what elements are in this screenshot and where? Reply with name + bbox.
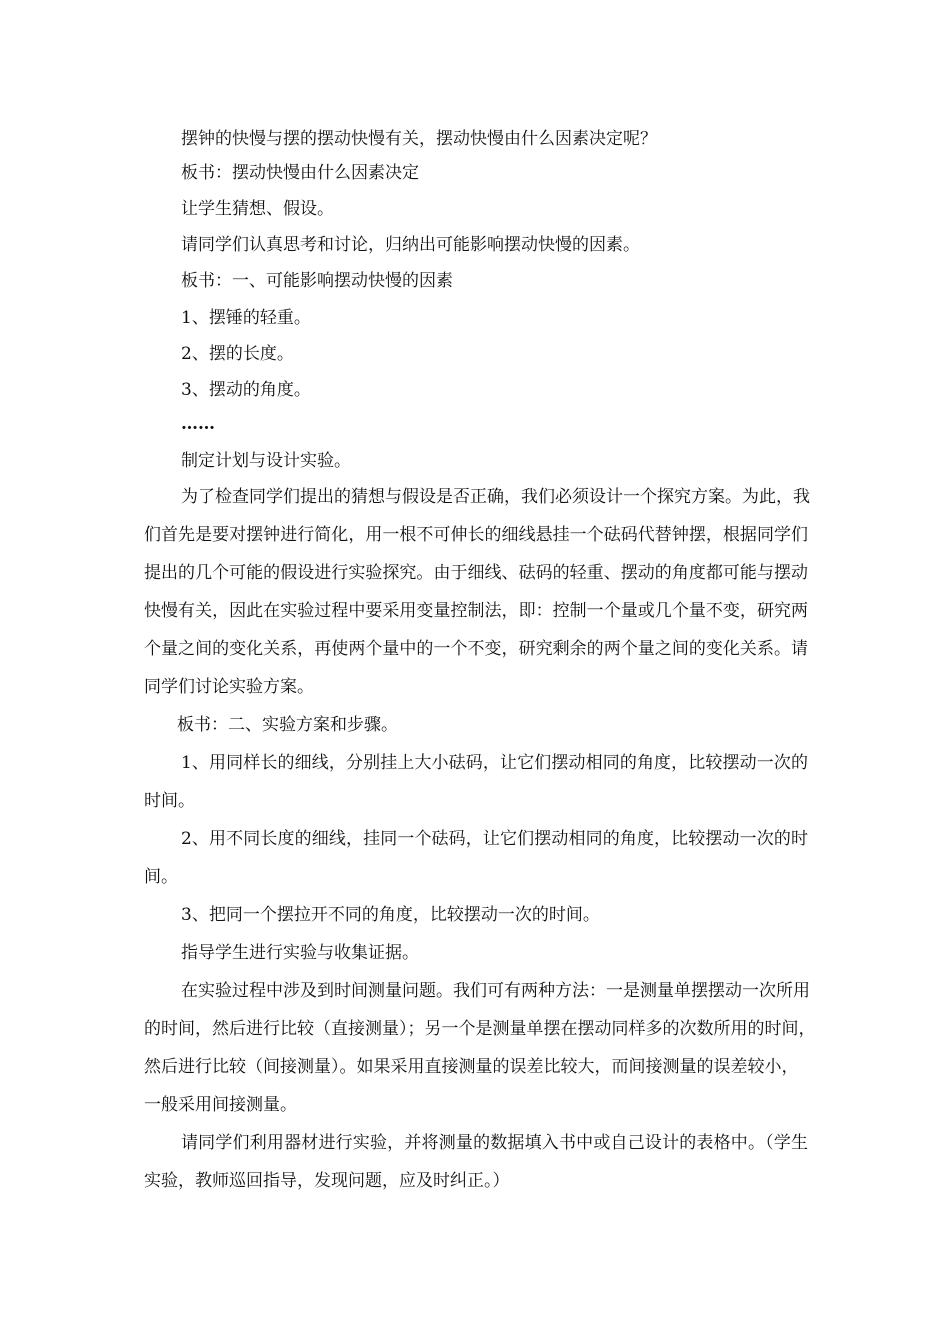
paragraph-line: 让学生猜想、假设。: [181, 199, 334, 219]
paragraph-line: 在实验过程中涉及到时间测量问题。我们可有两种方法：一是测量单摆摆动一次所用: [181, 981, 810, 1001]
list-item-continuation: 时间。: [144, 791, 195, 811]
paragraph-line: 为了检查同学们提出的猜想与假设是否正确，我们必须设计一个探究方案。为此，我: [181, 487, 810, 507]
board-note-line: 板书：摆动快慢由什么因素决定: [181, 163, 419, 183]
list-item: 2、用不同长度的细线，挂同一个砝码，让它们摆动相同的角度，比较摆动一次的时: [181, 829, 808, 849]
section-line: 指导学生进行实验与收集证据。: [181, 943, 419, 963]
ellipsis-line: ……: [181, 414, 215, 434]
list-item: 2、摆的长度。: [181, 344, 294, 364]
paragraph-line: 同学们讨论实验方案。: [144, 677, 314, 697]
paragraph-line: 提出的几个可能的假设进行实验探究。由于细线、砝码的轻重、摆动的角度都可能与摆动: [144, 563, 808, 583]
paragraph-line: 摆钟的快慢与摆的摆动快慢有关，摆动快慢由什么因素决定呢？: [181, 129, 657, 149]
list-item: 3、把同一个摆拉开不同的角度，比较摆动一次的时间。: [181, 905, 600, 925]
paragraph-line: 请同学们认真思考和讨论，归纳出可能影响摆动快慢的因素。: [181, 235, 640, 255]
paragraph-line: 个量之间的变化关系，再使两个量中的一个不变，研究剩余的两个量之间的变化关系。请: [144, 639, 808, 659]
list-item-continuation: 间。: [144, 867, 178, 887]
board-note-line: 板书：二、实验方案和步骤。: [177, 715, 398, 735]
paragraph-line: 请同学们利用器材进行实验，并将测量的数据填入书中或自己设计的表格中。（学生: [181, 1133, 808, 1153]
list-item: 1、摆锤的轻重。: [181, 308, 311, 328]
paragraph-line: 们首先是要对摆钟进行简化，用一根不可伸长的细线悬挂一个砝码代替钟摆，根据同学们: [144, 525, 808, 545]
paragraph-line: 然后进行比较（间接测量）。如果采用直接测量的误差比较大，而间接测量的误差较小，: [144, 1057, 799, 1077]
paragraph-line: 的时间，然后进行比较（直接测量）；另一个是测量单摆在摆动同样多的次数所用的时间，: [144, 1019, 816, 1039]
board-note-line: 板书：一、可能影响摆动快慢的因素: [181, 271, 453, 291]
section-line: 制定计划与设计实验。: [181, 451, 351, 471]
paragraph-line: 快慢有关，因此在实验过程中要采用变量控制法，即：控制一个量或几个量不变，研究两: [144, 601, 808, 621]
list-item: 3、摆动的角度。: [181, 380, 311, 400]
paragraph-line: 一般采用间接测量。: [144, 1095, 297, 1115]
list-item: 1、用同样长的细线，分别挂上大小砝码，让它们摆动相同的角度，比较摆动一次的: [181, 753, 808, 773]
paragraph-line: 实验，教师巡回指导，发现问题，应及时纠正。）: [144, 1171, 510, 1191]
